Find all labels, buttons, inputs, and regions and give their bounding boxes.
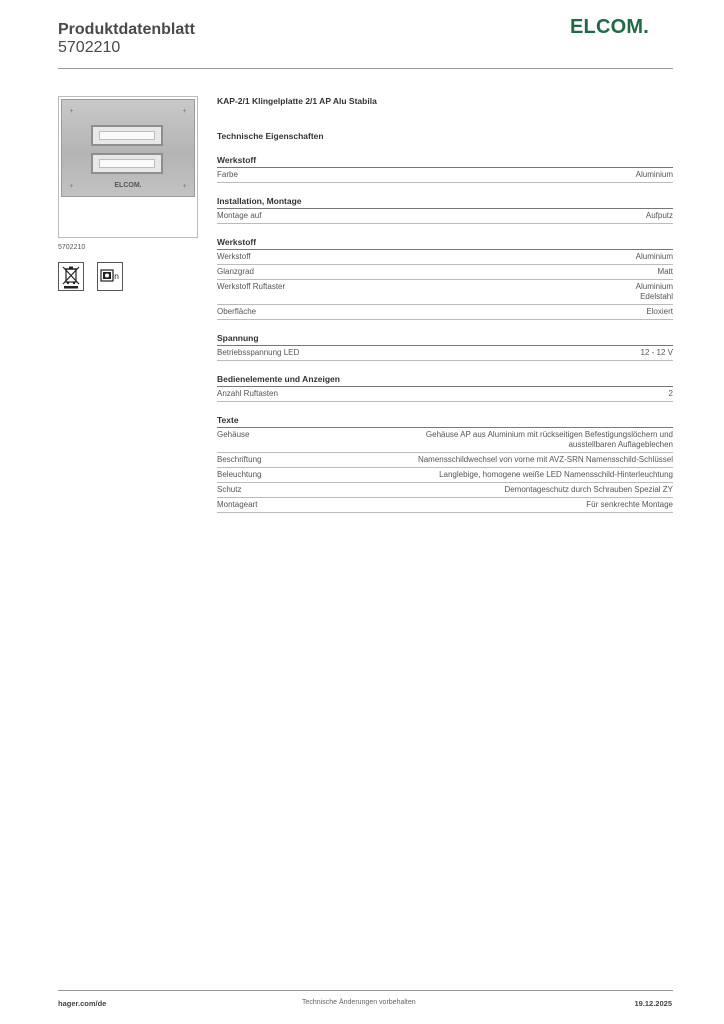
footer-divider	[58, 990, 673, 991]
spec-group	[217, 237, 673, 320]
group-title: Werkstoff	[217, 155, 673, 168]
product-photo	[58, 96, 198, 238]
spec-value: Demontageschutz durch Schrauben Spezial ZY	[504, 485, 673, 494]
brand-logo: ELCOM.	[570, 16, 649, 38]
spec-label: Werkstoff	[217, 252, 251, 261]
spec-value: Aluminium	[635, 170, 673, 179]
spec-value: Namensschildwechsel von vorne mit AVZ-SRN Namensschild-Schlüssel	[417, 455, 673, 464]
spec-value	[357, 430, 673, 450]
svg-text:n: n	[114, 272, 120, 281]
spec-value-line: Edelstahl	[640, 292, 673, 301]
spec-label: Betriebsspannung LED	[217, 348, 300, 357]
spec-row	[217, 387, 673, 402]
spec-row	[217, 428, 673, 453]
spec-label: Montage auf	[217, 211, 262, 220]
spec-value: 2	[668, 389, 673, 398]
photo-caption: 5702210	[58, 244, 86, 251]
group-title: Spannung	[217, 333, 673, 346]
document-number: 5702210	[58, 39, 121, 56]
spec-label: Oberfläche	[217, 307, 257, 316]
spec-row	[217, 305, 673, 320]
spec-row	[217, 346, 673, 361]
spec-label: Anzahl Ruftasten	[217, 389, 278, 398]
specifications	[217, 95, 673, 526]
spec-value: Eloxiert	[646, 307, 673, 316]
spec-label: Montageart	[217, 500, 258, 509]
header-divider	[58, 68, 673, 69]
spec-value: Aufputz	[645, 211, 673, 220]
spec-value: Matt	[657, 267, 673, 276]
spec-label: Gehäuse	[217, 430, 250, 439]
group-title: Werkstoff	[217, 237, 673, 250]
spec-row	[217, 483, 673, 498]
spec-value-line: Aluminium	[635, 282, 673, 291]
section-title: Technische Eigenschaften	[217, 131, 324, 141]
group-title: Texte	[217, 415, 673, 428]
spec-label: Schutz	[217, 485, 242, 494]
spec-group	[217, 196, 673, 224]
spec-value: 12 - 12 V	[640, 348, 673, 357]
group-title: Bedienelemente und Anzeigen	[217, 374, 673, 387]
screw-icon: +	[69, 108, 74, 115]
spec-value-line: ausstellbaren Auflageblechen	[568, 440, 673, 449]
spec-group	[217, 415, 673, 513]
spec-group	[217, 374, 673, 402]
spec-label: Werkstoff Ruftaster	[217, 282, 286, 291]
spec-value: Aluminium	[635, 252, 673, 261]
spec-label: Glanzgrad	[217, 267, 254, 276]
document-title: Produktdatenblatt	[58, 21, 195, 38]
spec-value	[357, 282, 673, 302]
name-plate-field	[91, 153, 163, 174]
screw-icon: +	[182, 183, 187, 190]
spec-row	[217, 250, 673, 265]
screw-icon: +	[69, 183, 74, 190]
footer-disclaimer: Technische Änderungen vorbehalten	[302, 999, 416, 1006]
doorbell-plate	[61, 99, 195, 197]
spec-row	[217, 498, 673, 513]
spec-row	[217, 453, 673, 468]
spec-label: Farbe	[217, 170, 238, 179]
spec-row	[217, 265, 673, 280]
weee-bin-icon	[58, 262, 84, 291]
spec-label: Beleuchtung	[217, 470, 262, 479]
spec-row	[217, 168, 673, 183]
product-title: KAP-2/1 Klingelplatte 2/1 AP Alu Stabila	[217, 96, 377, 106]
footer-date: 19.12.2025	[634, 999, 672, 1008]
group-title: Installation, Montage	[217, 196, 673, 209]
footer-website-link[interactable]: hager.com/de	[58, 999, 107, 1008]
led-lighting-icon	[97, 262, 123, 291]
spec-group	[217, 333, 673, 361]
name-plate-field	[91, 125, 163, 146]
spec-value-line: Gehäuse AP aus Aluminium mit rückseitigen Befestigungslöchern und	[425, 430, 673, 439]
spec-label: Beschriftung	[217, 455, 262, 464]
spec-value: Langlebige, homogene weiße LED Namensschild-Hinterleuchtung	[439, 470, 673, 479]
plate-logo: ELCOM.	[114, 182, 142, 189]
spec-value: Für senkrechte Montage	[586, 500, 673, 509]
spec-row	[217, 209, 673, 224]
spec-group	[217, 155, 673, 183]
spec-row	[217, 280, 673, 305]
spec-row	[217, 468, 673, 483]
screw-icon: +	[182, 108, 187, 115]
